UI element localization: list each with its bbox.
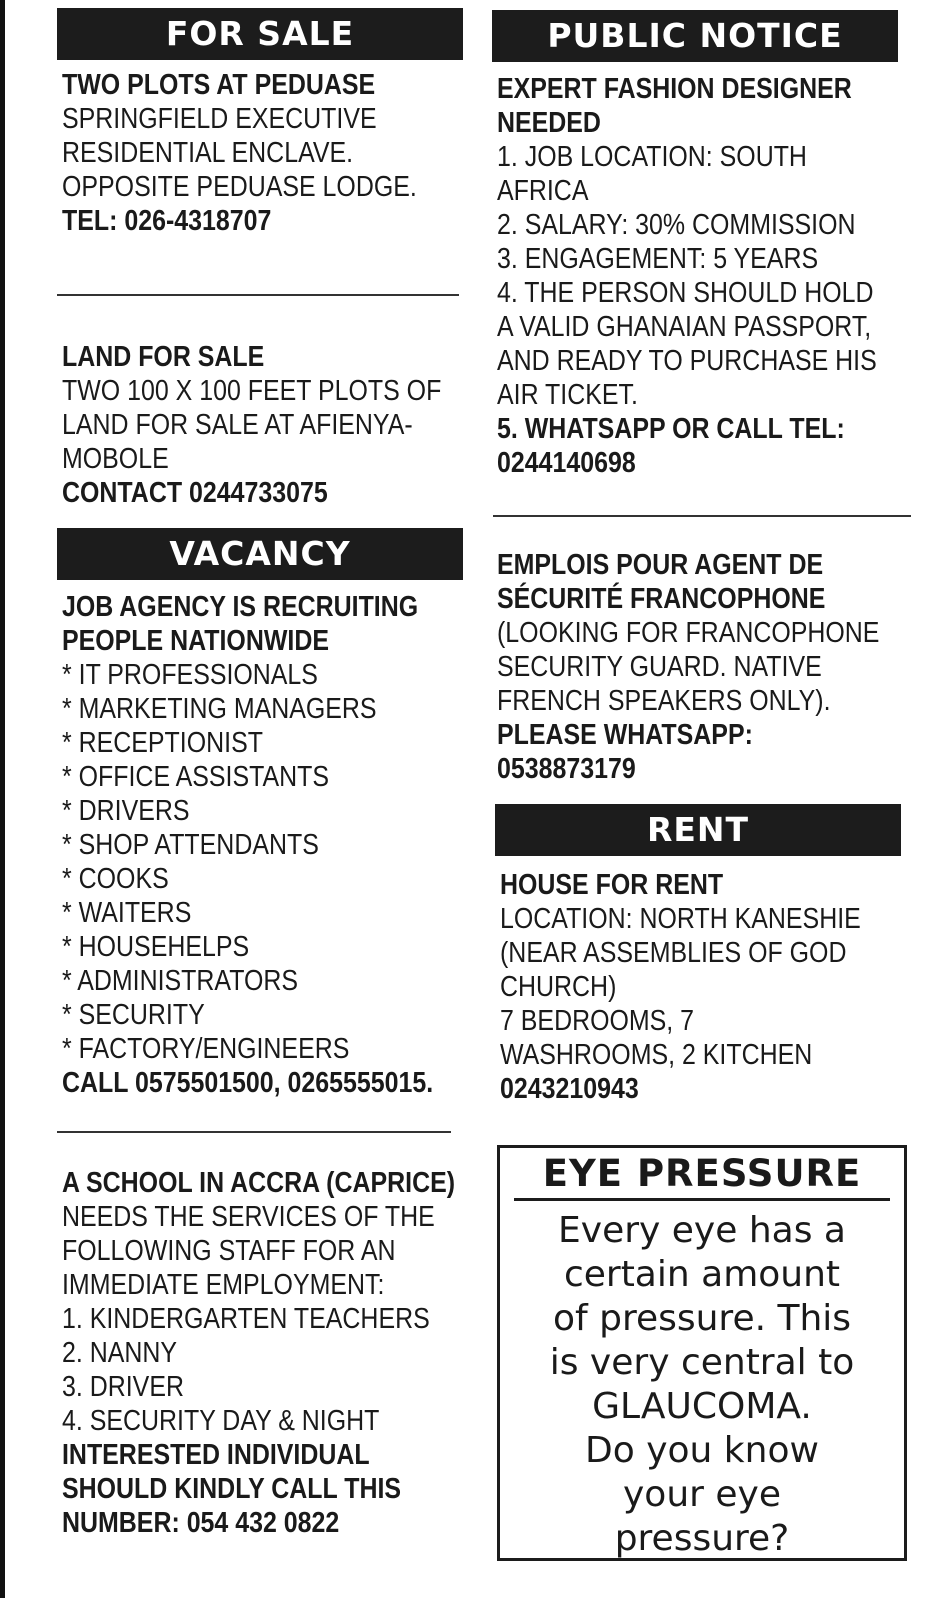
for-sale-banner: FOR SALE (57, 8, 463, 60)
ad-list-item: 2. SALARY: 30% COMMISSION (497, 209, 856, 241)
eye-pressure-line: certain amount (563, 1254, 841, 1295)
ad-headline: TWO PLOTS AT PEDUASE (62, 69, 376, 101)
eye-pressure-line: GLAUCOMA. (592, 1386, 812, 1427)
ad-list-item: * FACTORY/ENGINEERS (62, 1033, 350, 1065)
ad-line: (NEAR ASSEMBLIES OF GOD (500, 937, 847, 969)
ad-headline: SÉCURITÉ FRANCOPHONE (497, 583, 826, 615)
eye-pressure-line: of pressure. This (552, 1298, 852, 1339)
ad-contact: INTERESTED INDIVIDUAL (62, 1439, 370, 1471)
ad-line: OPPOSITE PEDUASE LODGE. (62, 171, 417, 203)
ad-list-item: AFRICA (497, 175, 589, 207)
ad-contact: 0244140698 (497, 447, 636, 479)
ad-list-item: 4. SECURITY DAY & NIGHT (62, 1405, 380, 1437)
ad-list-item: * RECEPTIONIST (62, 727, 263, 759)
plots-peduase-ad (62, 68, 463, 238)
ad-list-item: 3. ENGAGEMENT: 5 YEARS (497, 243, 819, 275)
ad-list-item: * IT PROFESSIONALS (62, 659, 318, 691)
vacancy-banner: VACANCY (57, 528, 463, 580)
fashion-designer-ad (497, 72, 912, 480)
ad-list-item: 4. THE PERSON SHOULD HOLD (497, 277, 874, 309)
divider (493, 515, 911, 517)
ad-list-item: 2. NANNY (62, 1337, 178, 1369)
eye-pressure-line: is very central to (549, 1342, 855, 1383)
ad-headline: JOB AGENCY IS RECRUITING (62, 591, 419, 623)
divider (57, 1131, 451, 1133)
ad-line: LAND FOR SALE AT AFIENYA- (62, 409, 413, 441)
ad-contact: TEL: 026-4318707 (62, 205, 272, 237)
ad-line: FOLLOWING STAFF FOR AN (62, 1235, 396, 1267)
ad-line: IMMEDIATE EMPLOYMENT: (62, 1269, 385, 1301)
eye-pressure-box (497, 1145, 907, 1561)
ad-line: 7 BEDROOMS, 7 (500, 1005, 695, 1037)
ad-list-item: AND READY TO PURCHASE HIS (497, 345, 877, 377)
ad-contact: NUMBER: 054 432 0822 (62, 1507, 340, 1539)
public-notice-banner: PUBLIC NOTICE (492, 10, 898, 62)
eye-pressure-body (500, 1209, 904, 1561)
ad-contact: 5. WHATSAPP OR CALL TEL: (497, 413, 845, 445)
ad-headline: LAND FOR SALE (62, 341, 265, 373)
page-border-line (0, 0, 5, 1598)
ad-list-item: A VALID GHANAIAN PASSPORT, (497, 311, 872, 343)
ad-list-item: * ADMINISTRATORS (62, 965, 299, 997)
ad-list-item: * OFFICE ASSISTANTS (62, 761, 330, 793)
ad-line: RESIDENTIAL ENCLAVE. (62, 137, 354, 169)
ad-line: SECURITY GUARD. NATIVE (497, 651, 822, 683)
francophone-security-ad (497, 548, 912, 786)
ad-list-item: 3. DRIVER (62, 1371, 184, 1403)
ad-line: CHURCH) (500, 971, 617, 1003)
divider (57, 294, 459, 296)
ad-list-item: 1. KINDERGARTEN TEACHERS (62, 1303, 430, 1335)
ad-list-item: * WAITERS (62, 897, 192, 929)
ad-headline: A SCHOOL IN ACCRA (CAPRICE) (62, 1167, 456, 1199)
ad-line: MOBOLE (62, 443, 169, 475)
eye-pressure-line: pressure? (614, 1518, 790, 1559)
ad-list-item: * SHOP ATTENDANTS (62, 829, 319, 861)
ad-contact: CALL 0575501500, 0265555015. (62, 1067, 434, 1099)
eye-pressure-title: EYE PRESSURE (514, 1152, 890, 1201)
school-accra-ad (62, 1166, 463, 1540)
ad-contact: SHOULD KINDLY CALL THIS (62, 1473, 402, 1505)
ad-line: NEEDS THE SERVICES OF THE (62, 1201, 435, 1233)
ad-list-item: * HOUSEHELPS (62, 931, 250, 963)
ad-headline: EXPERT FASHION DESIGNER (497, 73, 852, 105)
house-for-rent-ad (500, 868, 912, 1106)
rent-banner: RENT (495, 804, 901, 856)
ad-line: TWO 100 X 100 FEET PLOTS OF (62, 375, 442, 407)
ad-line: WASHROOMS, 2 KITCHEN (500, 1039, 813, 1071)
ad-list-item: * MARKETING MANAGERS (62, 693, 377, 725)
ad-contact: PLEASE WHATSAPP: (497, 719, 753, 751)
ad-list-item: AIR TICKET. (497, 379, 638, 411)
ad-headline: NEEDED (497, 107, 601, 139)
ad-contact: CONTACT 0244733075 (62, 477, 328, 509)
eye-pressure-line: your eye (623, 1474, 781, 1515)
eye-pressure-line: Every eye has a (558, 1210, 846, 1251)
ad-line: FRENCH SPEAKERS ONLY). (497, 685, 831, 717)
ad-contact: 0243210943 (500, 1073, 639, 1105)
ad-line: SPRINGFIELD EXECUTIVE (62, 103, 377, 135)
ad-list-item: * DRIVERS (62, 795, 190, 827)
ad-headline: PEOPLE NATIONWIDE (62, 625, 329, 657)
job-agency-ad (62, 590, 463, 1100)
ad-contact: 0538873179 (497, 753, 636, 785)
land-for-sale-ad (62, 340, 463, 510)
ad-line: (LOOKING FOR FRANCOPHONE (497, 617, 880, 649)
ad-list-item: * SECURITY (62, 999, 205, 1031)
eye-pressure-line: Do you know (585, 1430, 819, 1471)
ad-line: LOCATION: NORTH KANESHIE (500, 903, 861, 935)
ad-headline: HOUSE FOR RENT (500, 869, 724, 901)
ad-list-item: * COOKS (62, 863, 169, 895)
ad-headline: EMPLOIS POUR AGENT DE (497, 549, 824, 581)
ad-list-item: 1. JOB LOCATION: SOUTH (497, 141, 807, 173)
